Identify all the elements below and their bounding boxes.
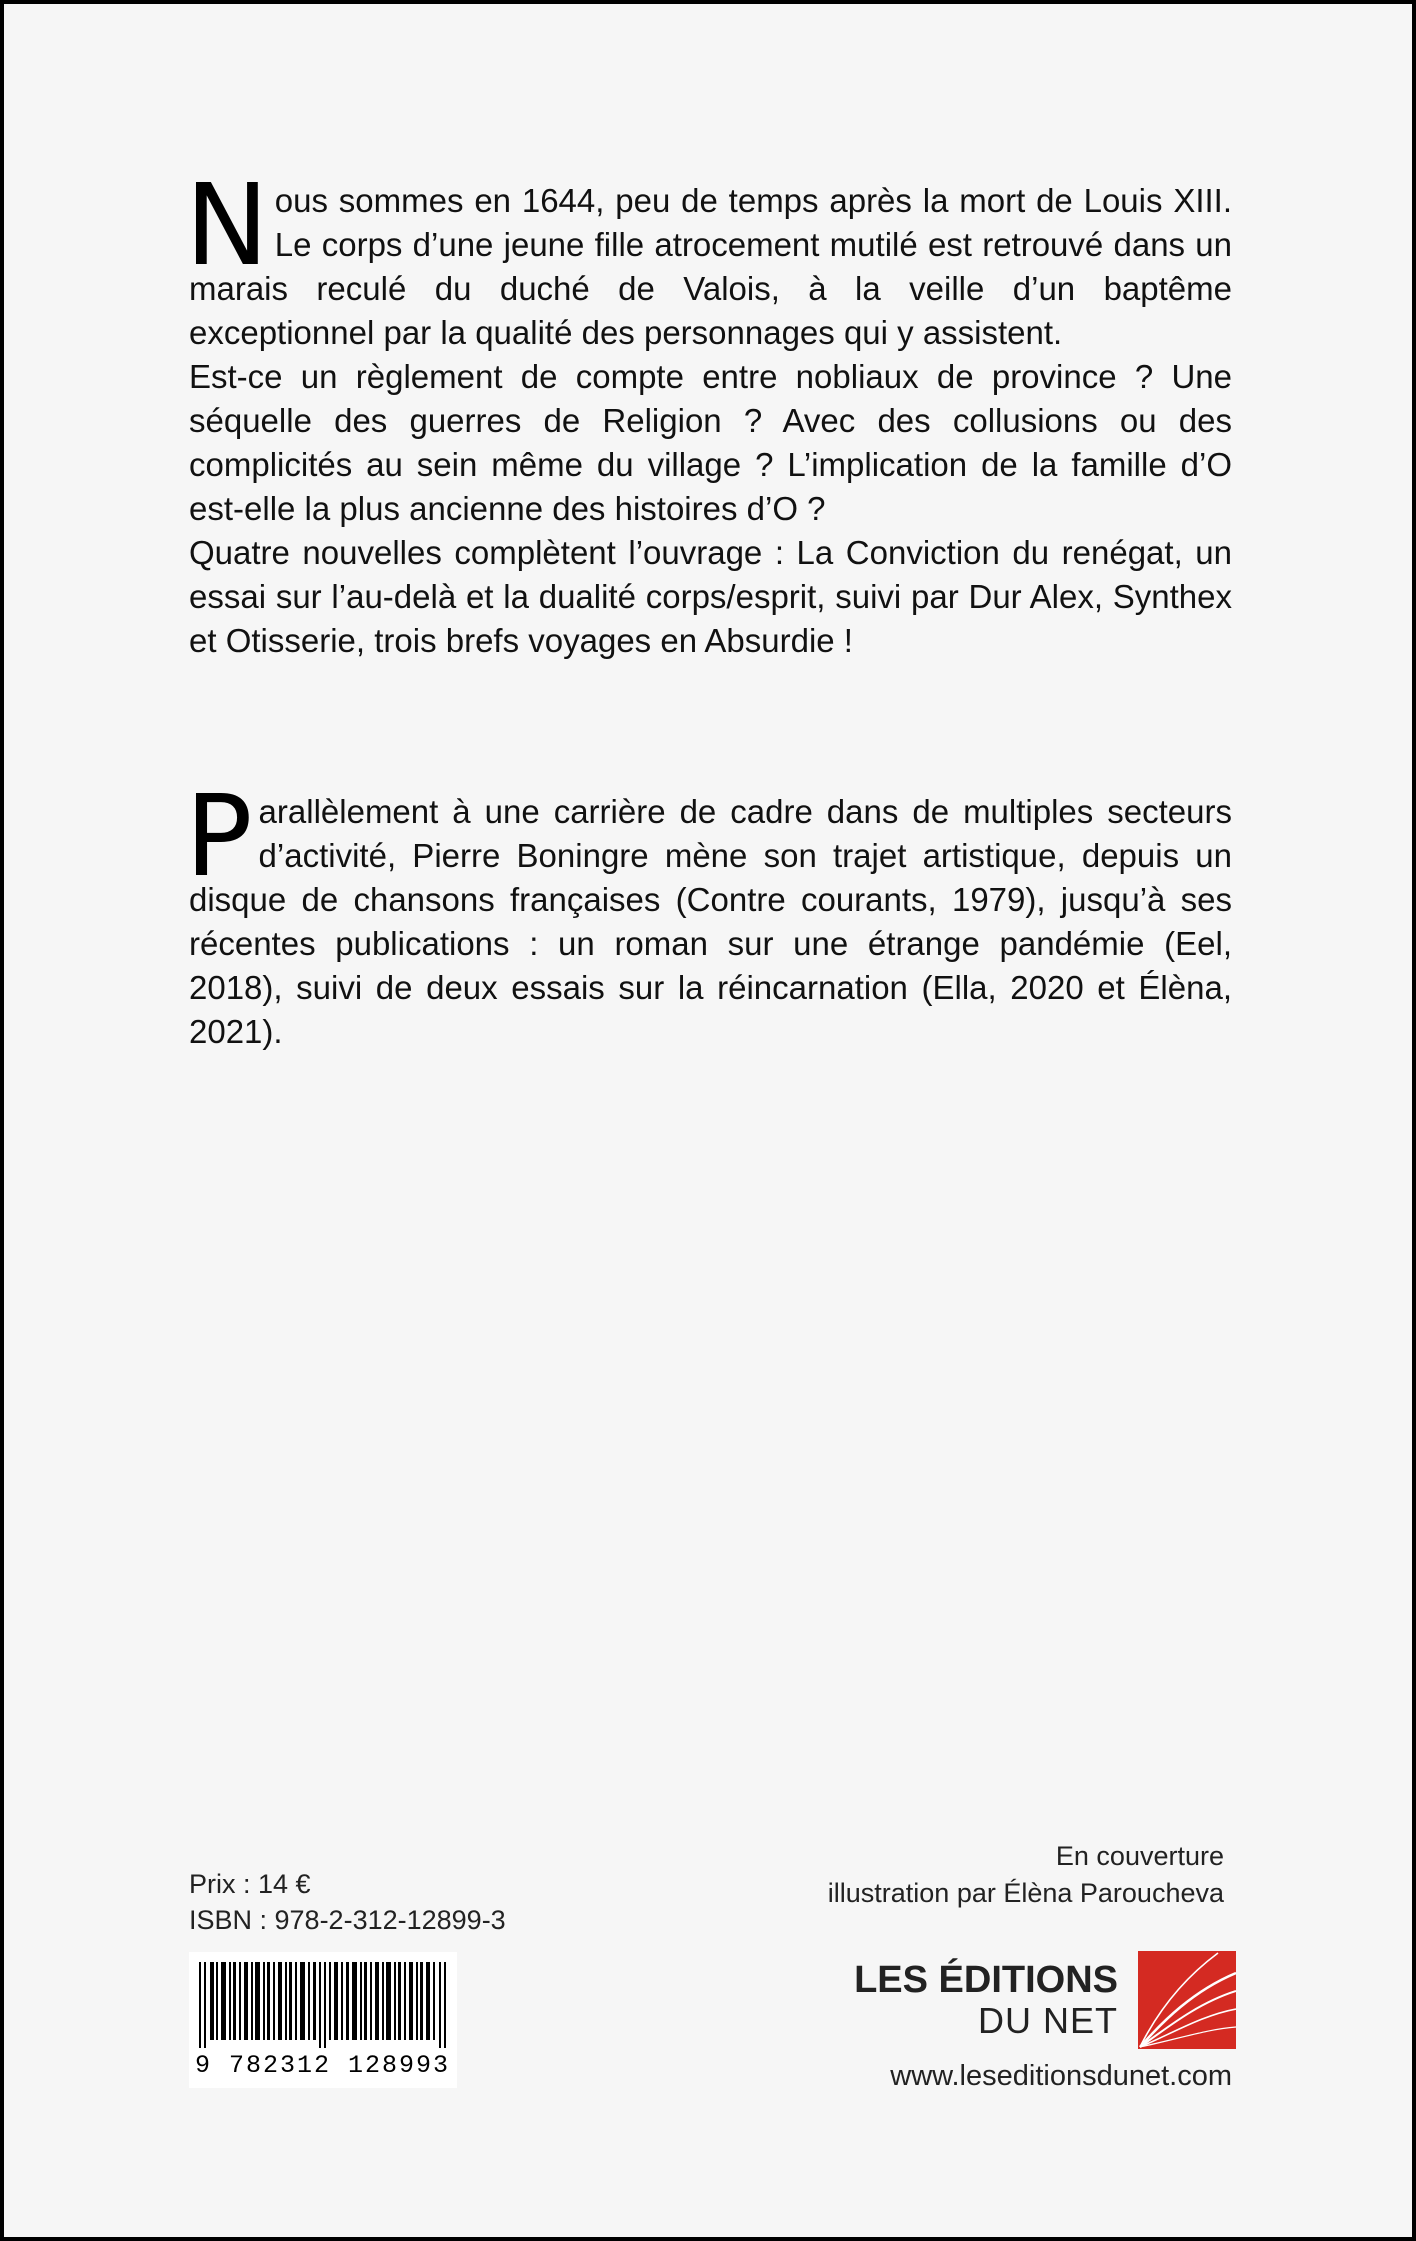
publisher-name-line-1: LES ÉDITIONS [854, 1959, 1118, 2001]
author-bio [185, 772, 1232, 1054]
cover-credit-line-2: illustration par Élèna Paroucheva [827, 1878, 1224, 1908]
isbn-label: ISBN : 978-2-312-12899-3 [189, 1905, 506, 1935]
cover-credit [828, 1838, 1224, 1912]
back-cover [4, 4, 1412, 2237]
publisher-name [854, 1959, 1118, 2041]
blurb-paragraph-3: Quatre nouvelles complètent l’ouvrage : La Conviction du renégat, un essai sur l’au-delà et la dualité corps/esprit, suivi par Dur Alex, Synthex et Otisserie, trois brefs voyages en Absurdie ! [189, 534, 1232, 659]
book-blurb [185, 161, 1232, 663]
barcode-icon [189, 1952, 457, 2052]
red-square-swoosh-icon [1138, 1951, 1236, 2049]
price-isbn-block [189, 1866, 506, 1938]
price-label: Prix : 14 € [189, 1869, 311, 1899]
barcode [189, 1952, 457, 2088]
publisher-logo [854, 1951, 1236, 2049]
bio-paragraph: arallèlement à une carrière de cadre dans de multiples secteurs d’activité, Pierre Boningre mène son trajet artistique, depuis un disque de chansons françaises (Contre courants, 1979), jusqu’à ses récentes publications : un roman sur une étrange pandémie (Eel, 2018), suivi de deux essais sur la réincarnation (Ella, 2020 et Élèna, 2021). [189, 793, 1232, 1050]
publisher-website: www.leseditionsdunet.com [890, 2060, 1232, 2092]
cover-credit-line-1: En couverture [1055, 1841, 1224, 1871]
blurb-paragraph-2: Est-ce un règlement de compte entre nobliaux de province ? Une séquelle des guerres de Religion ? Avec des collusions ou des complicités au sein même du village ? L’implication de la famille d’O est-elle la plus ancienne des histoires d’O ? [189, 358, 1232, 527]
barcode-digits: 9 782312 128993 [195, 2051, 451, 2080]
publisher-name-line-2: DU NET [978, 2000, 1118, 2041]
blurb-dropcap: N [185, 161, 269, 291]
blurb-paragraph-1: ous sommes en 1644, peu de temps après la mort de Louis XIII. Le corps d’une jeune fille atrocement mutilé est retrouvé dans un marais reculé du duché de Valois, à la veille d’un baptême exceptionnel par la qualité des personnages qui y assistent. [189, 182, 1232, 351]
bio-dropcap: P [185, 772, 253, 902]
